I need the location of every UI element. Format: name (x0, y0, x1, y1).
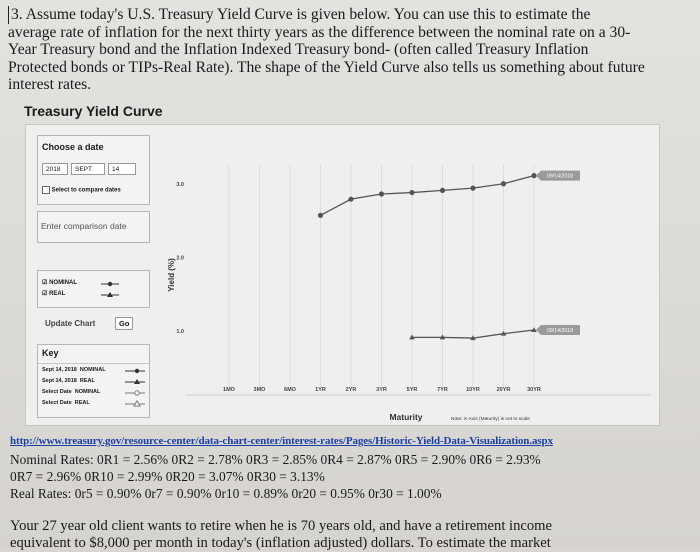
choose-date-label: Choose a date (42, 142, 104, 152)
yield-chart (26, 125, 659, 425)
x-tick-label: 3MO (253, 387, 266, 393)
update-chart-label: Update Chart (45, 319, 96, 328)
x-axis-ticks (223, 387, 541, 393)
x-tick-label: 3YR (376, 387, 387, 393)
go-button[interactable]: Go (115, 317, 133, 330)
question-line-4: Protected bonds or TIPs-Real Rate). The shape of the Yield Curve also tells us something about future (8, 58, 645, 76)
question-line-1: 3. Assume today's U.S. Treasury Yield Curve is given below. You can use this to estimate the (8, 6, 688, 24)
key-row-date: Sept 14, 2018 (42, 378, 77, 384)
chart-series (318, 171, 580, 340)
nominal-point (409, 190, 414, 195)
question-line-2: average rate of inflation for the next thirty years as the difference between the nominal rate on a 30- (8, 23, 631, 41)
real-toggle-label: REAL (49, 291, 66, 297)
date-tag-label: 09/14/2018 (547, 328, 573, 334)
nominal-point (318, 213, 323, 218)
month-value: SEPT (75, 166, 92, 173)
key-row-date: Sept 14, 2018 (42, 367, 77, 373)
x-tick-label: 20YR (496, 387, 511, 393)
paragraph-line-1: Your 27 year old client wants to retire when he is 70 years old, and have a retirement income (10, 518, 552, 534)
key-row-type: REAL (74, 400, 90, 406)
nominal-rates-line-1: Nominal Rates: 0R1 = 2.56% 0R2 = 2.78% 0R3 = 2.85% 0R4 = 2.87% 0R5 = 2.90% 0R6 = 2.93% (10, 452, 541, 467)
comparison-date-placeholder: Enter comparison date (41, 221, 127, 231)
x-tick-label: 2YR (345, 387, 357, 393)
x-tick-label: 1MO (223, 387, 235, 393)
nominal-point (348, 197, 353, 202)
nominal-point (440, 188, 445, 193)
nominal-point (531, 173, 536, 178)
key-row-date: Select Date (42, 389, 72, 395)
key-row-type: NOMINAL (79, 367, 106, 373)
day-value: 14 (112, 166, 120, 173)
x-tick-label: 1YR (315, 387, 326, 393)
x-tick-label: 10YR (466, 387, 480, 393)
y-axis-ticks (176, 182, 184, 335)
series-line-nominal (321, 176, 535, 216)
nominal-point (501, 181, 506, 186)
nominal-point (379, 191, 384, 196)
x-tick-label: 5YR (406, 387, 418, 393)
x-tick-label: 30YR (527, 387, 541, 393)
question-line-5: interest rates. (8, 76, 92, 93)
y-tick-label: 1.0 (176, 329, 184, 335)
compare-label: Select to compare dates (51, 187, 121, 194)
nominal-check-icon: ☑ (42, 280, 48, 286)
series-date-tag (536, 171, 580, 181)
x-tick-label: 7YR (437, 387, 448, 393)
key-title: Key (42, 348, 59, 358)
nominal-rates-line-2: 0R7 = 2.96% 0R10 = 2.99% 0R20 = 3.07% 0R30 = 3.13% (10, 469, 325, 484)
nominal-point (470, 186, 475, 191)
paragraph-line-2: equivalent to $8,000 per month in today's (inflation adjusted) dollars. To estimate the market (10, 535, 551, 551)
y-tick-label: 2.0 (176, 255, 184, 262)
key-row-date: Select Date (42, 400, 72, 406)
date-tag-label: 09/14/2018 (547, 173, 573, 180)
x-axis-label: Maturity (389, 412, 423, 422)
chart-gridlines (186, 165, 651, 395)
question-line-3: Year Treasury bond and the Inflation Indexed Treasury bond- (often called Treasury Inflation (8, 41, 589, 58)
yield-curve-panel (25, 124, 660, 426)
x-tick-label: 6MO (284, 387, 296, 393)
year-value: 2018 (46, 166, 61, 173)
real-rates-line: Real Rates: 0r5 = 0.90% 0r7 = 0.90% 0r10 = 0.89% 0r20 = 0.95% 0r30 = 1.00% (10, 486, 442, 501)
y-axis-label: Yield (%) (167, 258, 176, 292)
source-link[interactable]: http://www.treasury.gov/resource-center/data-chart-center/interest-rates/Pages/Historic-Yield-Data-Visualization.aspx (10, 435, 553, 447)
key-row-type: REAL (79, 378, 95, 384)
y-tick-label: 3.0 (176, 182, 184, 188)
client-paragraph (10, 518, 690, 552)
nominal-toggle-label: NOMINAL (49, 280, 78, 286)
chart-heading: Treasury Yield Curve (24, 103, 163, 119)
key-row-type: NOMINAL (74, 389, 101, 395)
question-text (8, 6, 688, 94)
x-axis-note: Note: X-Axis (Maturity) is not to scale (451, 417, 530, 422)
real-check-icon: ☑ (42, 291, 48, 297)
series-date-tag (536, 325, 580, 335)
